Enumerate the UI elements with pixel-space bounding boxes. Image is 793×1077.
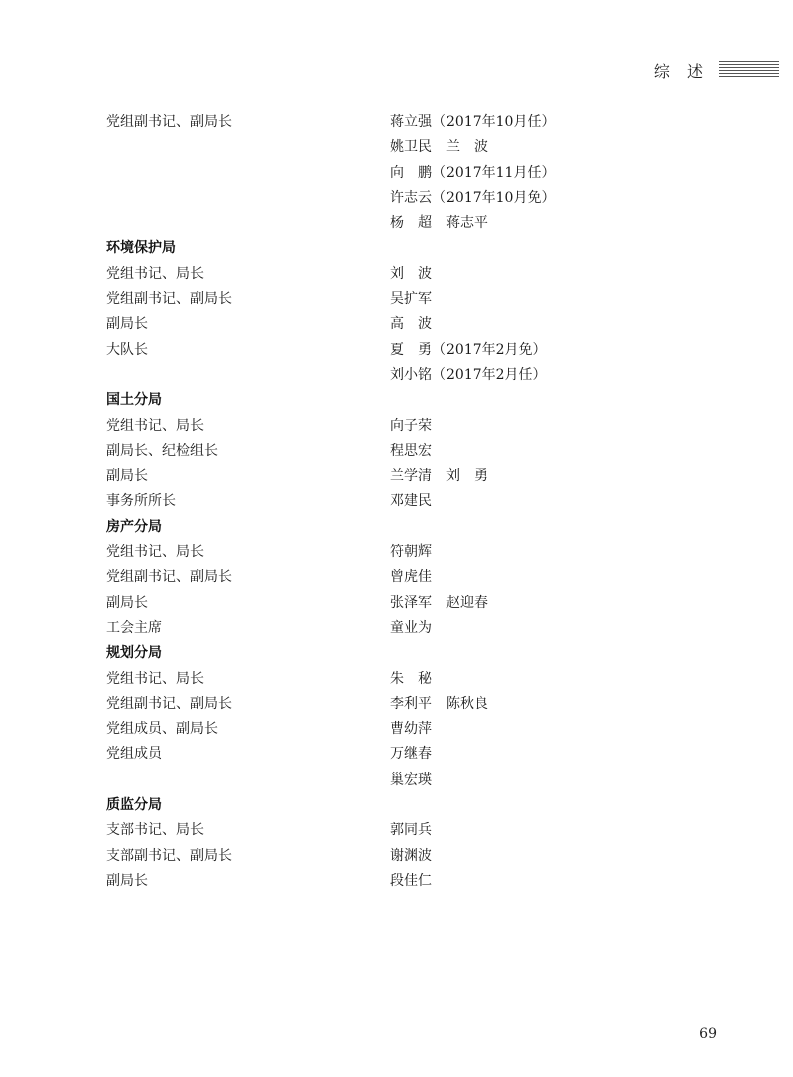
roster-row [106,692,726,717]
person-names: 高 波 [390,316,432,333]
person-names: 符朝辉 [390,544,432,561]
section-heading: 环境保护局 [106,240,176,257]
roster-row [106,869,726,894]
person-names: 李利平 陈秋良 [390,695,488,712]
position-title: 副局长、纪检组长 [106,442,218,459]
position-title: 党组副书记、副局长 [106,114,232,130]
roster-list [106,110,726,894]
person-names: 谢渊波 [390,847,432,864]
roster-row [106,717,726,742]
person-names: 姚卫民 兰 波 [390,139,488,156]
position-title: 副局长 [106,468,148,485]
person-names: 邓建民 [390,493,432,510]
position-title: 党组副书记、副局长 [106,291,232,308]
person-names: 巢宏瑛 [390,771,432,788]
roster-row [106,464,726,489]
person-names: 向 鹏（2017年11月任） [390,164,556,181]
person-names: 刘 波 [390,265,432,282]
position-title: 工会主席 [106,619,162,636]
page-number: 69 [699,1026,717,1042]
person-names: 刘小铭（2017年2月任） [390,366,547,383]
position-title: 副局长 [106,594,148,611]
roster-row [106,591,726,616]
roster-row [106,414,726,439]
roster-row [106,565,726,590]
person-names: 蒋立强（2017年10月任） [390,114,556,130]
section-heading: 国土分局 [106,392,162,409]
position-title: 党组成员、副局长 [106,721,218,738]
roster-row [106,287,726,312]
header-decoration-lines [719,61,779,79]
roster-row [106,540,726,565]
roster-row [106,742,726,767]
position-title: 支部书记、局长 [106,822,204,839]
roster-row [106,768,726,793]
person-names: 郭同兵 [390,822,432,839]
person-names: 兰学清 刘 勇 [390,468,488,485]
position-title: 副局长 [106,316,148,333]
roster-row [106,439,726,464]
roster-row [106,667,726,692]
position-title: 党组成员 [106,746,162,763]
roster-row [106,211,726,236]
person-names: 吴扩军 [390,291,432,308]
roster-row [106,818,726,843]
roster-row [106,616,726,641]
roster-row [106,338,726,363]
person-names: 杨 超 蒋志平 [390,215,488,232]
position-title: 党组书记、局长 [106,544,204,561]
person-names: 许志云（2017年10月免） [390,189,556,206]
person-names: 向子荣 [390,417,432,434]
roster-row [106,135,726,160]
section-heading: 规划分局 [106,645,162,662]
person-names: 万继春 [390,746,432,763]
person-names: 曹幼萍 [390,721,432,738]
position-title: 党组书记、局长 [106,670,204,687]
person-names: 朱 秘 [390,670,432,687]
position-title: 党组书记、局长 [106,417,204,434]
person-names: 张泽军 赵迎春 [390,594,488,611]
page-header [654,56,779,84]
position-title: 副局长 [106,872,148,889]
roster-row [106,186,726,211]
position-title: 大队长 [106,341,148,358]
position-title: 事务所所长 [106,493,176,510]
person-names: 程思宏 [390,442,432,459]
roster-row [106,489,726,514]
position-title: 党组副书记、副局长 [106,695,232,712]
roster-row [106,262,726,287]
roster-row [106,110,726,135]
roster-row [106,363,726,388]
section-heading: 质监分局 [106,797,162,814]
section-heading: 房产分局 [106,518,162,535]
position-title: 党组书记、局长 [106,265,204,282]
person-names: 段佳仁 [390,872,432,889]
person-names: 夏 勇（2017年2月免） [390,341,547,358]
position-title: 支部副书记、副局长 [106,847,232,864]
roster-row [106,844,726,869]
person-names: 曾虎佳 [390,569,432,586]
position-title: 党组副书记、副局长 [106,569,232,586]
header-title: 综 述 [653,61,709,81]
roster-row [106,161,726,186]
person-names: 童业为 [390,619,432,636]
roster-row [106,312,726,337]
